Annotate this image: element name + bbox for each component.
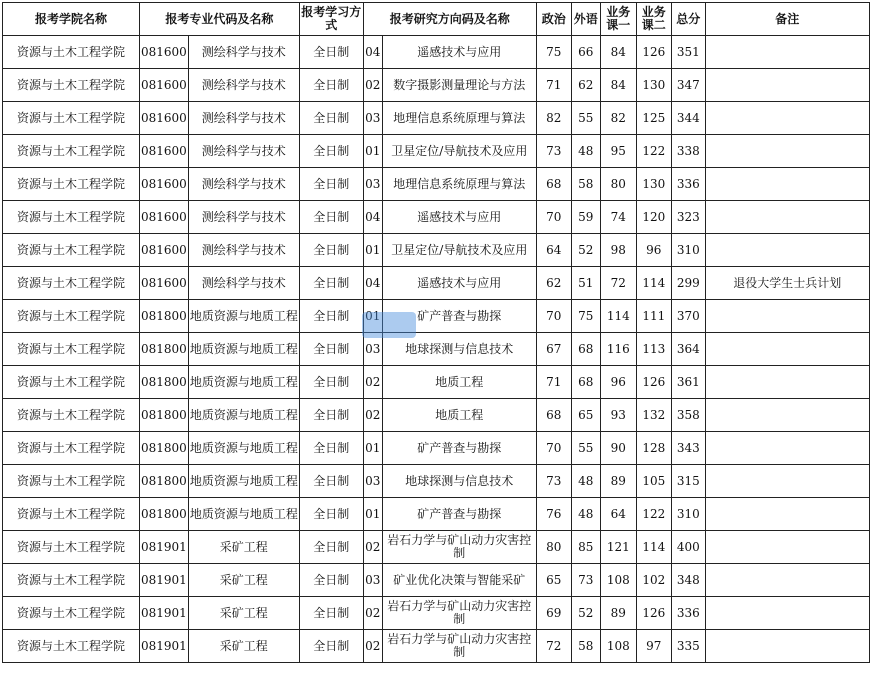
row-mode: 全日制 — [299, 432, 363, 465]
row-college: 资源与土木工程学院 — [3, 102, 140, 135]
table-row — [3, 399, 870, 432]
row-major-name: 地质资源与地质工程 — [188, 498, 299, 531]
row-course1: 108 — [600, 630, 636, 663]
row-total: 348 — [671, 564, 705, 597]
row-major-name: 地质资源与地质工程 — [188, 399, 299, 432]
row-college: 资源与土木工程学院 — [3, 333, 140, 366]
row-major-name: 地质资源与地质工程 — [188, 465, 299, 498]
row-total: 344 — [671, 102, 705, 135]
row-note — [705, 36, 869, 69]
row-college: 资源与土木工程学院 — [3, 597, 140, 630]
row-direction-code: 01 — [363, 234, 382, 267]
row-college: 资源与土木工程学院 — [3, 234, 140, 267]
row-note — [705, 630, 869, 663]
row-foreign: 52 — [571, 597, 600, 630]
row-politics: 69 — [536, 597, 571, 630]
header-foreign: 外语 — [571, 3, 600, 36]
row-politics: 71 — [536, 366, 571, 399]
row-course2: 105 — [636, 465, 671, 498]
row-major-code: 081800 — [140, 399, 189, 432]
row-mode: 全日制 — [299, 333, 363, 366]
row-direction-name: 矿产普查与勘探 — [382, 432, 536, 465]
row-politics: 70 — [536, 432, 571, 465]
row-major-code: 081901 — [140, 564, 189, 597]
row-direction-code: 04 — [363, 201, 382, 234]
row-direction-name: 地球探测与信息技术 — [382, 465, 536, 498]
row-total: 299 — [671, 267, 705, 300]
row-direction-code: 02 — [363, 69, 382, 102]
row-major-code: 081800 — [140, 432, 189, 465]
row-college: 资源与土木工程学院 — [3, 135, 140, 168]
row-total: 351 — [671, 36, 705, 69]
row-note — [705, 465, 869, 498]
row-direction-name: 矿产普查与勘探 — [382, 300, 536, 333]
row-college: 资源与土木工程学院 — [3, 399, 140, 432]
row-foreign: 55 — [571, 432, 600, 465]
row-major-code: 081800 — [140, 300, 189, 333]
row-college: 资源与土木工程学院 — [3, 564, 140, 597]
row-major-name: 测绘科学与技术 — [188, 69, 299, 102]
row-politics: 70 — [536, 201, 571, 234]
score-table — [2, 2, 870, 663]
row-note — [705, 399, 869, 432]
row-direction-name: 岩石力学与矿山动力灾害控制 — [382, 531, 536, 564]
row-direction-code: 04 — [363, 36, 382, 69]
row-foreign: 48 — [571, 465, 600, 498]
row-major-code: 081600 — [140, 201, 189, 234]
row-politics: 70 — [536, 300, 571, 333]
row-note — [705, 168, 869, 201]
row-major-name: 测绘科学与技术 — [188, 135, 299, 168]
row-course1: 84 — [600, 36, 636, 69]
row-course2: 130 — [636, 69, 671, 102]
row-total: 336 — [671, 597, 705, 630]
row-course1: 84 — [600, 69, 636, 102]
row-mode: 全日制 — [299, 597, 363, 630]
row-major-name: 测绘科学与技术 — [188, 168, 299, 201]
row-mode: 全日制 — [299, 102, 363, 135]
row-course2: 122 — [636, 135, 671, 168]
row-course1: 64 — [600, 498, 636, 531]
row-politics: 73 — [536, 135, 571, 168]
row-course2: 102 — [636, 564, 671, 597]
row-foreign: 48 — [571, 135, 600, 168]
row-major-name: 测绘科学与技术 — [188, 201, 299, 234]
row-course2: 126 — [636, 366, 671, 399]
row-foreign: 68 — [571, 333, 600, 366]
row-mode: 全日制 — [299, 630, 363, 663]
row-note — [705, 366, 869, 399]
row-college: 资源与土木工程学院 — [3, 432, 140, 465]
row-foreign: 59 — [571, 201, 600, 234]
row-college: 资源与土木工程学院 — [3, 531, 140, 564]
row-course2: 126 — [636, 597, 671, 630]
row-foreign: 55 — [571, 102, 600, 135]
row-direction-code: 02 — [363, 399, 382, 432]
row-direction-code: 02 — [363, 366, 382, 399]
row-total: 358 — [671, 399, 705, 432]
table-row — [3, 432, 870, 465]
row-direction-code: 01 — [363, 432, 382, 465]
row-total: 315 — [671, 465, 705, 498]
table-row — [3, 36, 870, 69]
row-direction-code: 02 — [363, 597, 382, 630]
row-total: 310 — [671, 234, 705, 267]
row-college: 资源与土木工程学院 — [3, 498, 140, 531]
row-direction-code: 03 — [363, 564, 382, 597]
row-note — [705, 333, 869, 366]
table-row — [3, 597, 870, 630]
row-course1: 108 — [600, 564, 636, 597]
row-total: 338 — [671, 135, 705, 168]
header-total: 总分 — [671, 3, 705, 36]
row-foreign: 51 — [571, 267, 600, 300]
table-row — [3, 201, 870, 234]
row-foreign: 75 — [571, 300, 600, 333]
row-note — [705, 102, 869, 135]
row-note — [705, 597, 869, 630]
row-college: 资源与土木工程学院 — [3, 366, 140, 399]
row-total: 335 — [671, 630, 705, 663]
row-major-name: 地质资源与地质工程 — [188, 366, 299, 399]
row-direction-code: 01 — [363, 135, 382, 168]
row-college: 资源与土木工程学院 — [3, 168, 140, 201]
row-politics: 75 — [536, 36, 571, 69]
table-row — [3, 234, 870, 267]
row-course1: 96 — [600, 366, 636, 399]
row-total: 347 — [671, 69, 705, 102]
row-direction-code: 01 — [363, 300, 382, 333]
row-course2: 97 — [636, 630, 671, 663]
row-major-name: 测绘科学与技术 — [188, 102, 299, 135]
row-mode: 全日制 — [299, 564, 363, 597]
row-major-code: 081800 — [140, 498, 189, 531]
row-mode: 全日制 — [299, 234, 363, 267]
header-mode: 报考学习方式 — [299, 3, 363, 36]
row-foreign: 66 — [571, 36, 600, 69]
row-direction-name: 岩石力学与矿山动力灾害控制 — [382, 630, 536, 663]
header-politics: 政治 — [536, 3, 571, 36]
row-major-code: 081600 — [140, 267, 189, 300]
row-course1: 93 — [600, 399, 636, 432]
row-mode: 全日制 — [299, 366, 363, 399]
row-direction-code: 03 — [363, 168, 382, 201]
row-direction-name: 地球探测与信息技术 — [382, 333, 536, 366]
row-major-code: 081600 — [140, 234, 189, 267]
row-total: 343 — [671, 432, 705, 465]
header-course1: 业务课一 — [600, 3, 636, 36]
row-major-code: 081600 — [140, 135, 189, 168]
row-direction-name: 卫星定位/导航技术及应用 — [382, 234, 536, 267]
table-row — [3, 366, 870, 399]
row-major-name: 测绘科学与技术 — [188, 267, 299, 300]
row-course1: 114 — [600, 300, 636, 333]
row-total: 364 — [671, 333, 705, 366]
header-course2: 业务课二 — [636, 3, 671, 36]
table-row — [3, 300, 870, 333]
row-total: 336 — [671, 168, 705, 201]
row-politics: 76 — [536, 498, 571, 531]
row-note — [705, 234, 869, 267]
row-politics: 73 — [536, 465, 571, 498]
row-course2: 111 — [636, 300, 671, 333]
row-college: 资源与土木工程学院 — [3, 69, 140, 102]
table-row — [3, 465, 870, 498]
row-total: 310 — [671, 498, 705, 531]
row-note — [705, 498, 869, 531]
row-major-name: 采矿工程 — [188, 597, 299, 630]
row-college: 资源与土木工程学院 — [3, 267, 140, 300]
row-major-name: 测绘科学与技术 — [188, 234, 299, 267]
row-foreign: 73 — [571, 564, 600, 597]
row-direction-name: 遥感技术与应用 — [382, 267, 536, 300]
row-major-name: 采矿工程 — [188, 564, 299, 597]
row-major-code: 081901 — [140, 630, 189, 663]
row-course2: 125 — [636, 102, 671, 135]
row-major-name: 采矿工程 — [188, 630, 299, 663]
row-note — [705, 564, 869, 597]
row-foreign: 48 — [571, 498, 600, 531]
row-direction-name: 地质工程 — [382, 399, 536, 432]
row-direction-name: 卫星定位/导航技术及应用 — [382, 135, 536, 168]
row-college: 资源与土木工程学院 — [3, 465, 140, 498]
row-major-name: 采矿工程 — [188, 531, 299, 564]
row-total: 361 — [671, 366, 705, 399]
row-note — [705, 201, 869, 234]
row-direction-name: 地理信息系统原理与算法 — [382, 102, 536, 135]
row-course1: 95 — [600, 135, 636, 168]
score-table-container — [2, 2, 870, 663]
header-college: 报考学院名称 — [3, 3, 140, 36]
row-course1: 80 — [600, 168, 636, 201]
row-politics: 80 — [536, 531, 571, 564]
header-row — [3, 3, 870, 36]
row-college: 资源与土木工程学院 — [3, 630, 140, 663]
table-row — [3, 630, 870, 663]
row-course2: 128 — [636, 432, 671, 465]
row-direction-code: 02 — [363, 630, 382, 663]
row-course2: 132 — [636, 399, 671, 432]
table-row — [3, 102, 870, 135]
row-college: 资源与土木工程学院 — [3, 300, 140, 333]
row-major-name: 地质资源与地质工程 — [188, 333, 299, 366]
row-mode: 全日制 — [299, 399, 363, 432]
row-note — [705, 135, 869, 168]
row-major-name: 测绘科学与技术 — [188, 36, 299, 69]
row-direction-name: 地质工程 — [382, 366, 536, 399]
row-direction-code: 03 — [363, 102, 382, 135]
row-direction-name: 矿产普查与勘探 — [382, 498, 536, 531]
row-direction-name: 数字摄影测量理论与方法 — [382, 69, 536, 102]
row-mode: 全日制 — [299, 36, 363, 69]
table-row — [3, 531, 870, 564]
row-foreign: 65 — [571, 399, 600, 432]
table-row — [3, 564, 870, 597]
row-course1: 116 — [600, 333, 636, 366]
row-politics: 65 — [536, 564, 571, 597]
row-mode: 全日制 — [299, 201, 363, 234]
row-politics: 72 — [536, 630, 571, 663]
row-direction-name: 遥感技术与应用 — [382, 36, 536, 69]
row-politics: 82 — [536, 102, 571, 135]
row-foreign: 58 — [571, 630, 600, 663]
row-course2: 130 — [636, 168, 671, 201]
header-note: 备注 — [705, 3, 869, 36]
row-total: 370 — [671, 300, 705, 333]
row-major-code: 081600 — [140, 168, 189, 201]
row-college: 资源与土木工程学院 — [3, 36, 140, 69]
row-course1: 90 — [600, 432, 636, 465]
row-direction-code: 03 — [363, 465, 382, 498]
row-course2: 122 — [636, 498, 671, 531]
row-direction-name: 岩石力学与矿山动力灾害控制 — [382, 597, 536, 630]
table-row — [3, 135, 870, 168]
row-note: 退役大学生士兵计划 — [705, 267, 869, 300]
row-politics: 71 — [536, 69, 571, 102]
row-direction-name: 矿业优化决策与智能采矿 — [382, 564, 536, 597]
row-course2: 96 — [636, 234, 671, 267]
row-foreign: 62 — [571, 69, 600, 102]
row-note — [705, 432, 869, 465]
row-politics: 67 — [536, 333, 571, 366]
table-body — [3, 36, 870, 663]
row-total: 400 — [671, 531, 705, 564]
row-mode: 全日制 — [299, 267, 363, 300]
row-foreign: 68 — [571, 366, 600, 399]
row-course2: 126 — [636, 36, 671, 69]
row-college: 资源与土木工程学院 — [3, 201, 140, 234]
row-mode: 全日制 — [299, 135, 363, 168]
row-major-name: 地质资源与地质工程 — [188, 300, 299, 333]
row-major-code: 081800 — [140, 333, 189, 366]
row-major-code: 081901 — [140, 531, 189, 564]
row-course1: 98 — [600, 234, 636, 267]
row-major-code: 081600 — [140, 36, 189, 69]
table-row — [3, 168, 870, 201]
row-course1: 72 — [600, 267, 636, 300]
row-note — [705, 300, 869, 333]
row-foreign: 85 — [571, 531, 600, 564]
row-direction-code: 01 — [363, 498, 382, 531]
row-direction-name: 地理信息系统原理与算法 — [382, 168, 536, 201]
row-major-code: 081901 — [140, 597, 189, 630]
row-direction-code: 04 — [363, 267, 382, 300]
header-major: 报考专业代码及名称 — [140, 3, 300, 36]
row-course1: 89 — [600, 597, 636, 630]
row-course2: 120 — [636, 201, 671, 234]
row-mode: 全日制 — [299, 168, 363, 201]
row-mode: 全日制 — [299, 69, 363, 102]
row-major-name: 地质资源与地质工程 — [188, 432, 299, 465]
row-major-code: 081800 — [140, 465, 189, 498]
row-foreign: 52 — [571, 234, 600, 267]
row-mode: 全日制 — [299, 300, 363, 333]
row-note — [705, 69, 869, 102]
table-row — [3, 498, 870, 531]
row-major-code: 081600 — [140, 69, 189, 102]
table-row — [3, 267, 870, 300]
row-politics: 68 — [536, 399, 571, 432]
row-course1: 121 — [600, 531, 636, 564]
row-major-code: 081600 — [140, 102, 189, 135]
row-course1: 82 — [600, 102, 636, 135]
row-total: 323 — [671, 201, 705, 234]
table-row — [3, 69, 870, 102]
row-direction-name: 遥感技术与应用 — [382, 201, 536, 234]
row-major-code: 081800 — [140, 366, 189, 399]
row-mode: 全日制 — [299, 531, 363, 564]
row-politics: 64 — [536, 234, 571, 267]
table-row — [3, 333, 870, 366]
row-course2: 114 — [636, 531, 671, 564]
row-mode: 全日制 — [299, 498, 363, 531]
row-politics: 62 — [536, 267, 571, 300]
row-note — [705, 531, 869, 564]
header-direction: 报考研究方向码及名称 — [363, 3, 536, 36]
row-direction-code: 02 — [363, 531, 382, 564]
row-course1: 74 — [600, 201, 636, 234]
row-course1: 89 — [600, 465, 636, 498]
row-course2: 114 — [636, 267, 671, 300]
row-course2: 113 — [636, 333, 671, 366]
row-foreign: 58 — [571, 168, 600, 201]
row-mode: 全日制 — [299, 465, 363, 498]
row-direction-code: 03 — [363, 333, 382, 366]
row-politics: 68 — [536, 168, 571, 201]
